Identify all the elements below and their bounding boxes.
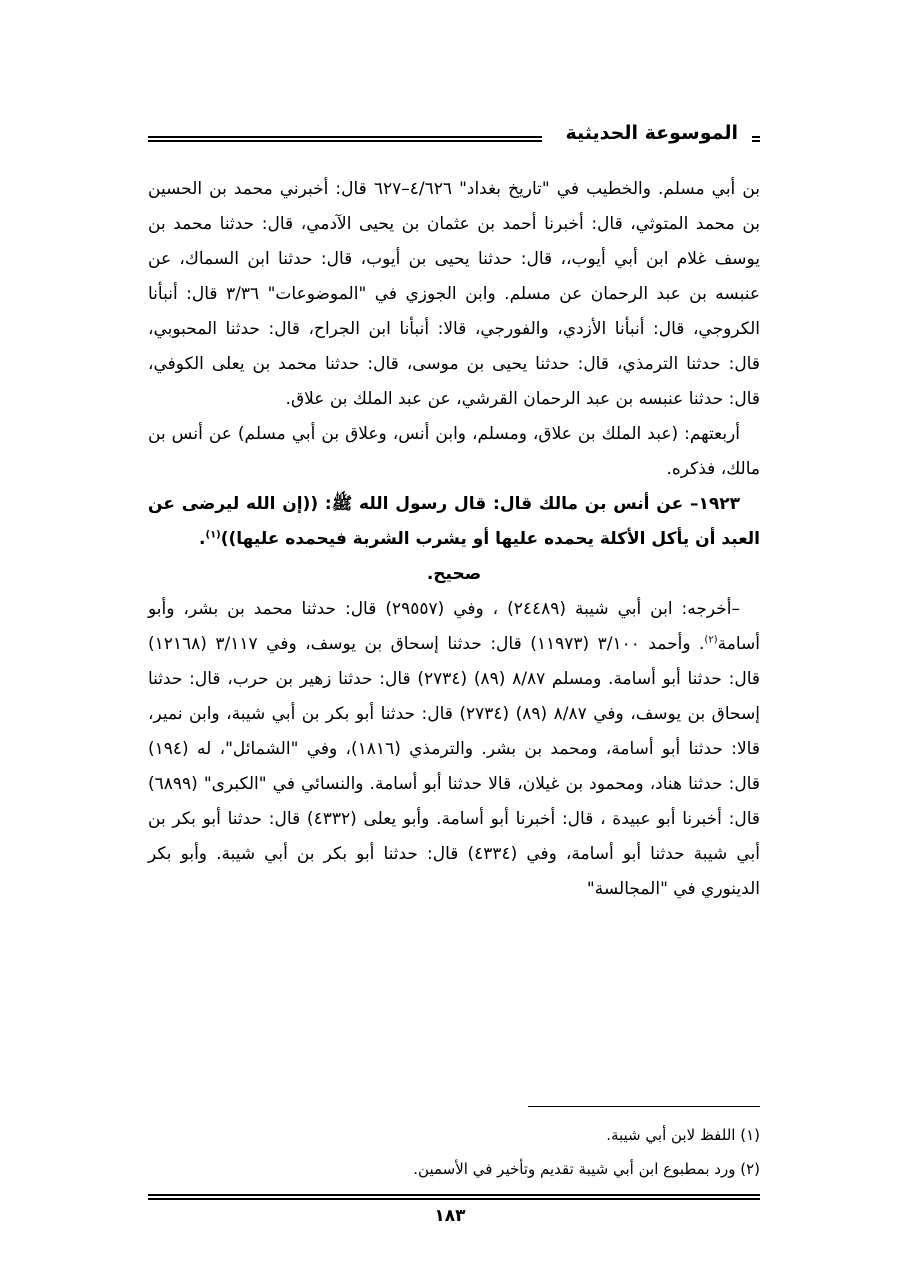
page-number: ١٨٣ — [434, 1206, 466, 1226]
hadith-text — [148, 487, 760, 557]
footnote-ref-1[interactable]: (١) — [205, 529, 221, 541]
hadith-end: . — [199, 529, 206, 549]
footnotes — [148, 1118, 760, 1186]
running-header — [148, 124, 760, 160]
paragraph-summary: أربعتهم: (عبد الملك بن علاق، ومسلم، وابن أنس، وعلاق بن أبي مسلم) عن أنس بن مالك، فذكره. — [148, 424, 760, 479]
header-rule-right — [752, 136, 760, 142]
header-rule-left — [148, 136, 542, 142]
hadith-body: ١٩٢٣– عن أنس بن مالك قال: قال رسول الله ﷺ: ((إن الله ليرضى عن العبد أن يأكل الأكلة يحمده عليها أو يشرب الشربة فيحمده عليها)) — [148, 494, 760, 549]
paragraph-takhrij — [148, 592, 760, 907]
takhrij-part-b: . وأحمد ٣/١٠٠ (١١٩٧٣) قال: حدثنا إسحاق بن يوسف، وفي ٣/١١٧ (١٢١٦٨) قال: حدثنا أبو أسامة. ومسلم ٨/٨٧ (٨٩) (٢٧٣٤) قال: حدثنا زهير بن حرب، قال: حدثنا إسحاق بن يوسف، وفي ٨/٨٧ (٨٩) (٢٧٣٤) قال: حدثنا أبو بكر بن أبي شيبة، وابن نمير، قالا: حدثنا أبو أسامة، ومحمد بن بشر. والترمذي (١٨١٦)، وفي "الشمائل"، له (١٩٤) قال: حدثنا هناد، ومحمود بن غيلان، قالا حدثنا أبو أسامة. والنسائي في "الكبرى" (٦٨٩٩) قال: أخبرنا أبو عبيدة ، قال: أخبرنا أبو أسامة. وأبو يعلى (٤٣٣٢) قال: حدثنا أبو بكر بن أبي شيبة حدثنا أبو أسامة، وفي (٤٣٣٤) قال: حدثنا أبو بكر بن أبي شيبة. وأبو بكر الدينوري في "المجالسة" — [148, 634, 761, 899]
footer-rule — [148, 1194, 760, 1200]
footnote-2: (٢) ورد بمطبوع ابن أبي شيبة تقديم وتأخير في الأسمين. — [413, 1160, 760, 1178]
header-title: الموسوعة الحديثية — [560, 122, 745, 144]
hadith-grade: صحيح. — [426, 564, 482, 584]
takhrij-part-a: –أخرجه: ابن أبي شيبة (٢٤٤٨٩) ، وفي (٢٩٥٥٧) قال: حدثنا محمد بن بشر، وأبو أسامة — [148, 599, 760, 654]
footnote-ref-2[interactable]: (٢) — [704, 634, 718, 646]
paragraph-sources: بن أبي مسلم. والخطيب في "تاريخ بغداد" ٤/٦٢٦–٦٢٧ قال: أخبرني محمد بن الحسين بن محمد المتوثي، قال: أخبرنا أحمد بن عثمان بن يحيى الآدمي، قال: حدثنا محمد بن يوسف غلام ابن أبي أيوب،، قال: حدثنا يحيى بن أيوب، قال: حدثنا ابن السماك، عن عنبسه بن عبد الرحمان عن مسلم. وابن الجوزي في "الموضوعات" ٣/٣٦ قال: أنبأنا الكروجي، قال: أنبأنا الأزدي، والفورجي، قالا: أنبأنا ابن الجراح، قال: حدثنا المحبوبي، قال: حدثنا الترمذي، قال: حدثنا يحيى بن موسى، قال: حدثنا محمد بن يعلى الكوفي، قال: حدثنا عنبسه بن عبد الرحمان القرشي، عن عبد الملك بن علاق. — [148, 179, 760, 409]
footnote-1: (١) اللفظ لابن أبي شيبة. — [606, 1126, 760, 1144]
footnote-separator — [528, 1106, 760, 1107]
main-text — [148, 172, 760, 907]
